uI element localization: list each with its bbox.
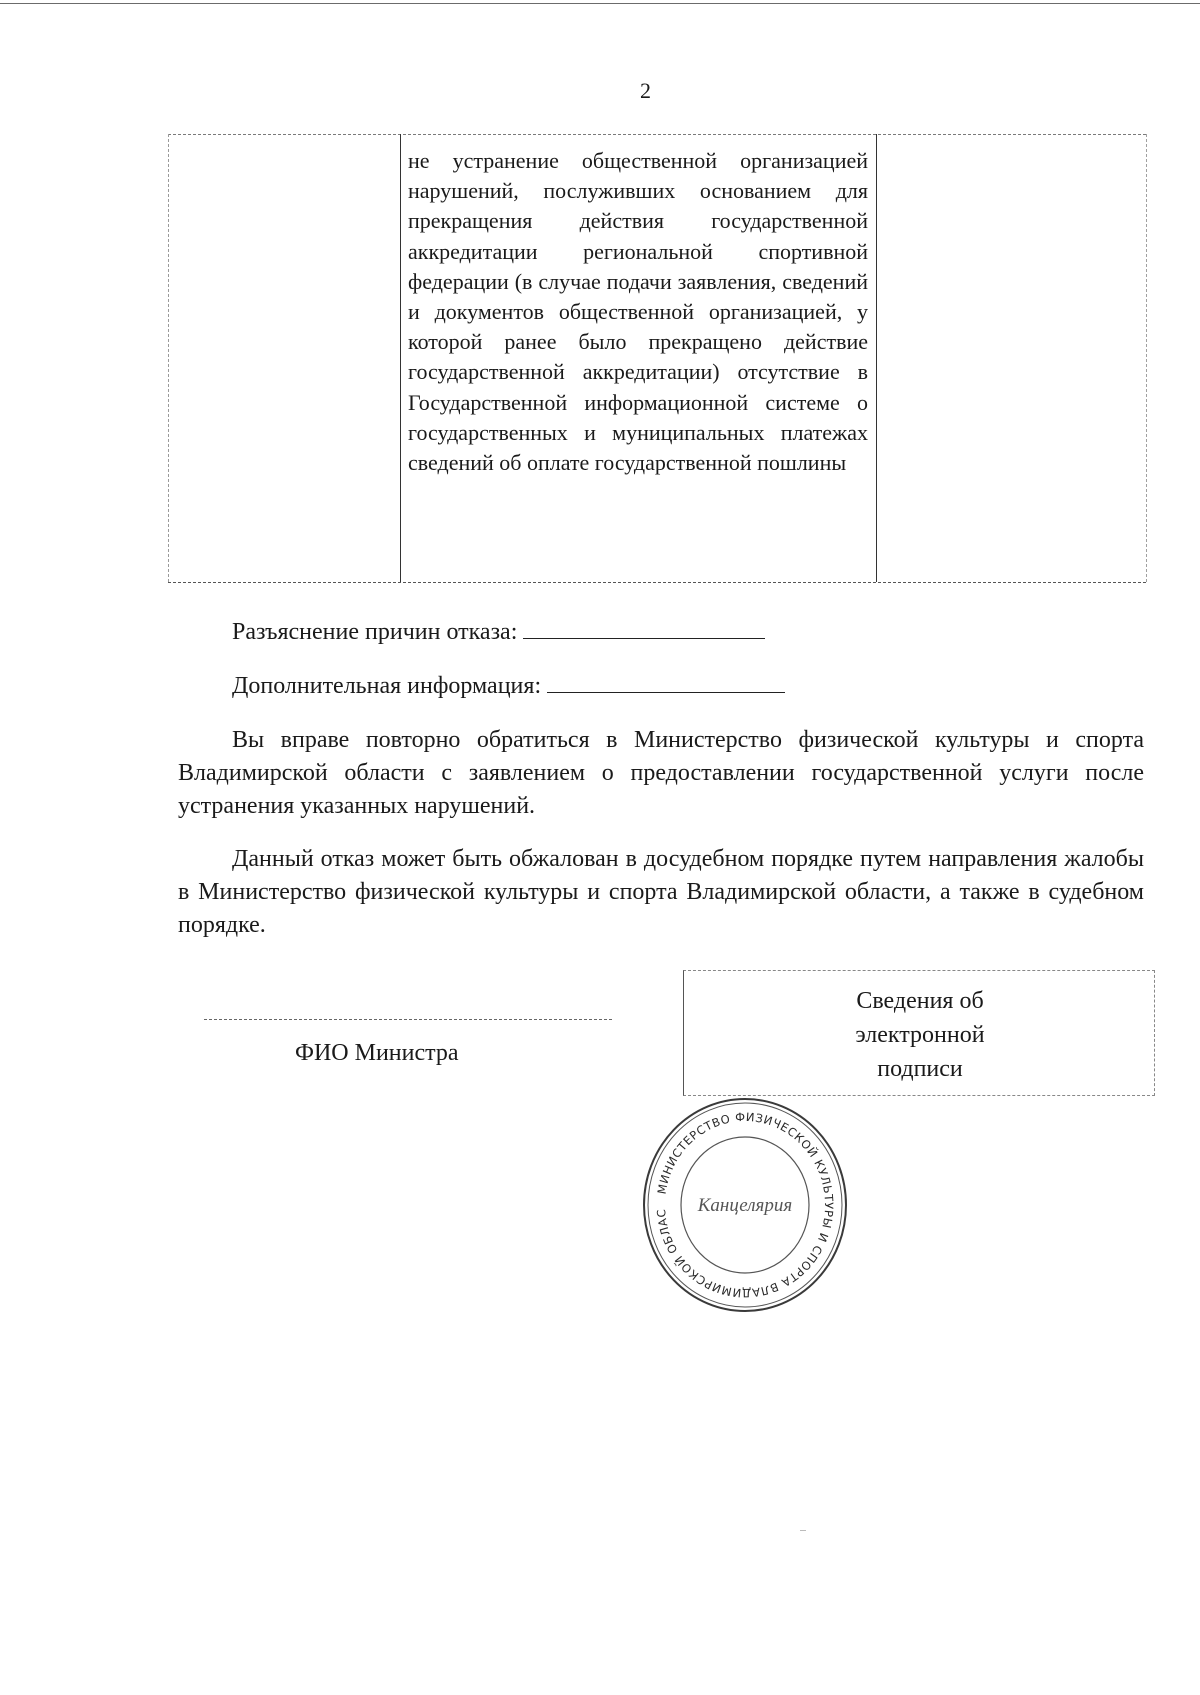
refusal-explanation-label: Разъяснение причин отказа: xyxy=(232,619,518,645)
additional-info-blank xyxy=(547,672,785,693)
reason-line: аккредитации) отсутствие в xyxy=(582,359,868,385)
reason-line: прекращено действие государственной xyxy=(408,329,869,385)
official-stamp xyxy=(640,1095,850,1315)
reason-line: основанием для прекращения действия xyxy=(408,178,869,234)
page-number: 2 xyxy=(640,78,651,103)
esign-line: Сведения об xyxy=(856,988,984,1014)
esign-line: подписи xyxy=(877,1056,963,1082)
reason-line: Государственной информационной xyxy=(408,389,749,415)
refusal-explanation-field xyxy=(232,618,765,646)
reason-line: системе о государственных и xyxy=(408,389,869,445)
table-left-border xyxy=(168,134,169,582)
reason-line: муниципальных платежах сведений об xyxy=(408,419,869,476)
minister-name-label: ФИО Министра xyxy=(295,1040,459,1066)
reason-line: оплате государственной пошлины xyxy=(526,450,847,476)
reason-line: региональной спортивной федерации (в xyxy=(408,238,869,294)
refusal-reason-cell xyxy=(408,146,868,478)
refusal-reasons-table xyxy=(168,134,1146,582)
stamp-seal-icon xyxy=(640,1095,850,1315)
table-column-divider-1 xyxy=(400,134,401,582)
table-top-border xyxy=(168,134,1146,135)
reason-line: не устранение общественной xyxy=(408,148,718,173)
table-right-border xyxy=(1146,134,1147,582)
signature-line xyxy=(204,1019,612,1020)
svg-text:Канцелярия: Канцелярия xyxy=(697,1195,793,1216)
reason-line: государственной аккредитации xyxy=(408,208,868,264)
reason-line: организацией нарушений, послуживших xyxy=(408,148,869,204)
refusal-explanation-blank xyxy=(523,618,765,639)
svg-text:МИНИСТЕРСТВО ФИЗИЧЕСКОЙ КУЛЬТУ: МИНИСТЕРСТВО ФИЗИЧЕСКОЙ КУЛЬТУРЫ И СПОРТА ВЛАДИМИРСКОЙ ОБЛАС xyxy=(654,1109,837,1301)
reapply-paragraph: Вы вправе повторно обратиться в Министерство физической культуры и спорта Владимирской области с заявлением о предоставлении государственной услуги после устранения указанных нарушений. xyxy=(178,727,1144,819)
reason-line: организацией, у которой ранее было xyxy=(408,299,869,355)
additional-info-label: Дополнительная информация: xyxy=(232,673,542,699)
appeal-paragraph: Данный отказ может быть обжалован в досудебном порядке путем направления жалобы в Министерство физической культуры и спорта Владимирской области, а также в судебном порядке. xyxy=(178,846,1144,938)
esign-line: электронной xyxy=(855,1022,985,1048)
scan-top-edge-line xyxy=(0,3,1200,4)
table-column-divider-2 xyxy=(876,134,877,582)
reason-line: случае подачи заявления, сведений и xyxy=(408,268,868,325)
table-bottom-border xyxy=(168,582,1146,583)
electronic-signature-text xyxy=(810,984,1030,1086)
additional-info-field xyxy=(232,672,785,700)
scan-artifact xyxy=(800,1530,806,1531)
reason-line: документов общественной xyxy=(434,299,695,325)
